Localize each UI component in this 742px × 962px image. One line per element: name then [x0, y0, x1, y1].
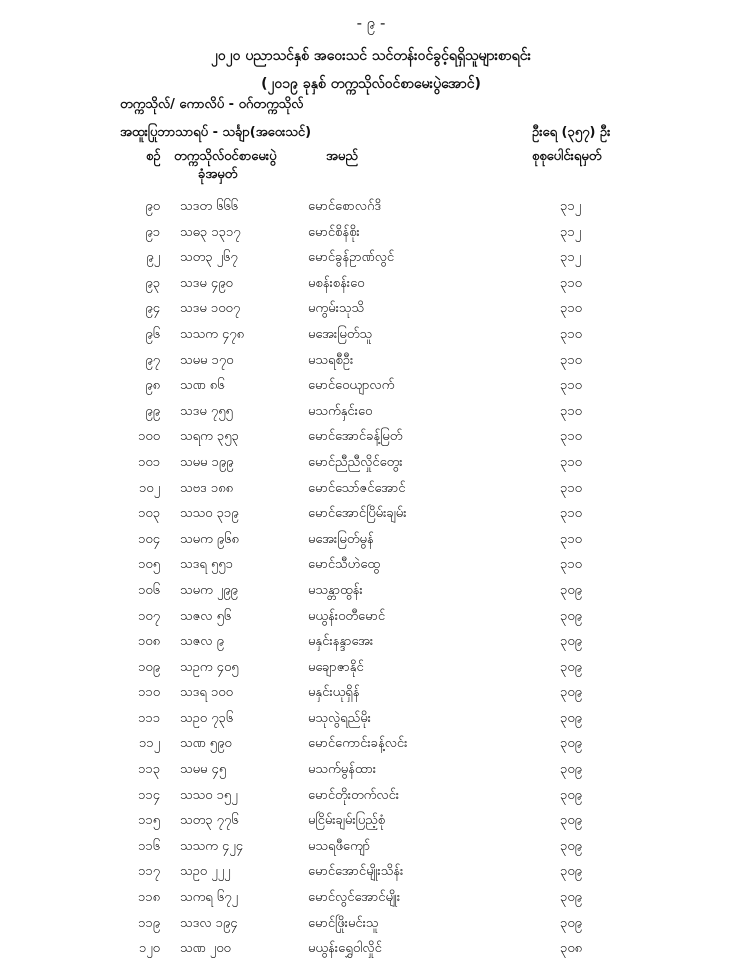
row-number: ၁၀၆ [138, 582, 160, 598]
total-marks: ၃၀၉ [560, 634, 582, 650]
table-row [0, 629, 742, 655]
roll-number: သသဝ ၃၁၉ [180, 506, 239, 522]
roll-number: သမက ၂၉၉ [180, 582, 238, 598]
row-number: ၁၁၈ [137, 890, 160, 906]
roll-number: သဥဝ ၇၃၆ [180, 710, 234, 726]
student-name: မချောဇာနိုင် [308, 659, 364, 675]
row-number: ၁၀၂ [138, 480, 160, 496]
table-row [0, 578, 742, 604]
total-marks: ၃၁၀ [560, 506, 582, 522]
roll-number: သဇလ ၅၆ [180, 608, 232, 624]
table-row [0, 296, 742, 322]
roll-number: သဒရ ၅၅၁ [180, 557, 233, 573]
results-table [0, 194, 742, 962]
row-number: ၁၁၉ [138, 915, 160, 931]
table-row [0, 808, 742, 834]
total-marks: ၃၀၉ [560, 762, 582, 778]
table-row [0, 706, 742, 732]
student-name: မောင်သော်ဇင်အောင် [308, 480, 406, 496]
total-marks: ၃၀၉ [560, 813, 582, 829]
student-name: မောင်ခွန်ဥာဏ်လွင် [308, 250, 395, 266]
document-title: ၂၀၂၀ ပညာသင်နှစ် အဝေးသင် သင်တန်းဝင်ခွင့်ရရှိသူများစာရင်း [210, 48, 532, 64]
student-name: မငြိမ်းချမ်းပြည့်စုံ [308, 813, 386, 829]
student-name: မစန်းစန်းဝေ [308, 275, 365, 291]
row-number: ၁၀၉ [138, 659, 160, 675]
row-number: ၁၀၈ [137, 634, 160, 650]
table-row [0, 757, 742, 783]
student-name: မောင်ကောင်းခန့်လင်း [308, 736, 408, 752]
total-marks: ၃၀၉ [560, 659, 582, 675]
roll-number: သဒမ ၇၅၅ [180, 403, 233, 419]
row-number: ၁၁၅ [138, 813, 160, 829]
page-number: - ၉ - [356, 14, 386, 32]
table-row [0, 220, 742, 246]
column-header-marks: စုစုပေါင်းရမှတ် [532, 149, 602, 164]
row-number: ၉၁ [145, 224, 160, 240]
roll-number: သမမ ၁၉၉ [180, 454, 234, 470]
student-name: မောင်သီဟဲထွေ [308, 557, 380, 573]
student-name: မသက်မွန်ထား [308, 762, 377, 778]
row-number: ၁၀၇ [138, 608, 160, 624]
table-row [0, 245, 742, 271]
table-row [0, 399, 742, 425]
total-marks: ၃၀၉ [560, 915, 582, 931]
major-subject-label: အထူးပြုဘာသာရပ် - သင်္ချာ(အဝေးသင်) [120, 125, 312, 140]
row-number: ၉၄ [145, 301, 160, 317]
total-marks: ၃၀၉ [560, 890, 582, 906]
table-row [0, 834, 742, 860]
table-row [0, 322, 742, 348]
roll-number: သသက ၄၂၄ [180, 838, 244, 854]
student-name: မောင်ဖြိုးမင်းသူ [308, 915, 379, 931]
total-marks: ၃၁၀ [560, 378, 582, 394]
table-row [0, 501, 742, 527]
roll-number: သရက ၃၅၃ [180, 429, 239, 445]
table-row [0, 527, 742, 553]
total-count-label: ဦးရေ (၃၅၇) ဦး [532, 125, 611, 140]
roll-number: သဓ၃ ၁၃၁၇ [180, 224, 241, 240]
roll-number: သဒမ ၄၉၀ [180, 275, 233, 291]
row-number: ၁၁၂ [138, 736, 160, 752]
table-row [0, 859, 742, 885]
row-number: ၉၆ [145, 326, 160, 342]
roll-number: သဏ ၅၉၀ [180, 736, 232, 752]
roll-number: သမမ ၁၇၀ [180, 352, 234, 368]
column-header-roll: တက္ကသိုလ်ဝင်စာမေးပွဲ [174, 149, 277, 164]
student-name: မောင်တိုးတက်လင်း [308, 787, 400, 803]
roll-number: သမမ ၄၅ [180, 762, 227, 778]
row-number: ၁၁၃ [138, 762, 160, 778]
roll-number: သဥက ၄၀၅ [180, 659, 239, 675]
total-marks: ၃၁၂ [560, 224, 582, 240]
total-marks: ၃၁၂ [560, 250, 582, 266]
table-row [0, 373, 742, 399]
roll-number: သတ၃ ၂၆၇ [180, 250, 238, 266]
student-name: မနှင်းယုရှိန် [308, 685, 360, 701]
total-marks: ၃၀၈ [560, 941, 583, 957]
roll-number: သဒရ ၁၀၀ [180, 685, 233, 701]
row-number: ၁၀၅ [138, 557, 160, 573]
document-subtitle: (၂၀၁၉ ခုနှစ် တက္ကသိုလ်ဝင်စာမေးပွဲအောင်) [261, 76, 481, 92]
total-marks: ၃၁၀ [560, 480, 582, 496]
row-number: ၉၈ [145, 378, 160, 394]
total-marks: ၃၁၀ [560, 531, 582, 547]
student-name: မအေးမြတ်မွန် [308, 531, 374, 547]
total-marks: ၃၀၉ [560, 710, 582, 726]
roll-number: သတ၃ ၇၇၆ [180, 813, 239, 829]
student-name: မောင်ဝေယျာလက် [308, 378, 395, 394]
total-marks: ၃၁၀ [560, 275, 582, 291]
roll-number: သဒမ ၁၀၀၇ [180, 301, 241, 317]
table-row [0, 783, 742, 809]
row-number: ၁၁၁ [138, 710, 160, 726]
table-row [0, 911, 742, 937]
column-header-name: အမည် [326, 149, 358, 164]
table-row [0, 552, 742, 578]
student-name: မသန္တာထွန်း [308, 582, 363, 598]
table-row [0, 731, 742, 757]
student-name: မသရစီဦး [308, 352, 354, 368]
row-number: ၁၂၀ [138, 941, 160, 957]
roll-number: သဇလ ၉ [180, 634, 224, 650]
table-row [0, 348, 742, 374]
total-marks: ၃၀၉ [560, 736, 582, 752]
student-name: မသရဖီကျော် [308, 838, 371, 854]
student-name: မယွန်းရွှေဝါလှိုင် [308, 941, 382, 957]
total-marks: ၃၁၀ [560, 326, 582, 342]
row-number: ၁၀၃ [138, 506, 160, 522]
roll-number: သသက ၄၇၈ [180, 326, 245, 342]
student-name: မောင်ညီညီလှိုင်တွေး [308, 454, 403, 470]
total-marks: ၃၁၀ [560, 429, 582, 445]
table-row [0, 194, 742, 220]
total-marks: ၃၀၉ [560, 838, 582, 854]
total-marks: ၃၀၉ [560, 685, 582, 701]
row-number: ၁၀၄ [138, 531, 160, 547]
table-row [0, 680, 742, 706]
total-marks: ၃၁၀ [560, 557, 582, 573]
roll-number: သဥဝ ၂၂၂ [180, 864, 231, 880]
table-row [0, 885, 742, 911]
student-name: မောင်အောင်ပြိမ်းချမ်း [308, 506, 407, 522]
row-number: ၁၁၆ [138, 838, 160, 854]
total-marks: ၃၁၀ [560, 403, 582, 419]
row-number: ၁၀၁ [138, 454, 160, 470]
table-row [0, 450, 742, 476]
student-name: မကွမ်းသုသိ [308, 301, 365, 317]
total-marks: ၃၁၀ [560, 352, 582, 368]
row-number: ၉၀ [145, 199, 160, 214]
row-number: ၁၁၇ [138, 864, 160, 880]
roll-number: သသဝ ၁၅၂ [180, 787, 238, 803]
table-row [0, 476, 742, 502]
total-marks: ၃၀၉ [560, 864, 582, 880]
student-name: မောင်အောင်မျိုးသိန်း [308, 864, 404, 880]
table-row [0, 271, 742, 297]
column-header-no: စဉ် [146, 149, 161, 164]
roll-number: သဒတ ၆၆၆ [180, 199, 239, 214]
table-row [0, 604, 742, 630]
total-marks: ၃၁၀ [560, 301, 582, 317]
university-label: တက္ကသိုလ်/ ကောလိပ် - ဝဂ်တက္ကသိုလ် [120, 97, 304, 112]
row-number: ၉၂ [146, 250, 160, 266]
total-marks: ၃၀၉ [560, 608, 582, 624]
total-marks: ၃၀၉ [560, 787, 582, 803]
roll-number: သဒလ ၁၉၄ [180, 915, 238, 931]
row-number: ၉၇ [145, 352, 160, 368]
row-number: ၉၉ [145, 403, 160, 419]
row-number: ၁၁၄ [138, 787, 160, 803]
student-name: မောင်အောင်ခန့်မြတ် [308, 429, 403, 445]
total-marks: ၃၁၀ [560, 454, 582, 470]
roll-number: သဏ ၂၀၀ [180, 941, 231, 957]
table-row [0, 655, 742, 681]
student-name: မောင်လွင်အောင်မျိုး [308, 890, 401, 906]
student-name: မောင်စောလဂ်ဒိ [308, 199, 382, 214]
row-number: ၉၃ [145, 275, 160, 291]
roll-number: သကရ ၆၇၂ [180, 890, 238, 906]
roll-number: သဗဒ ၁၈၈ [180, 480, 234, 496]
student-name: မနှင်းနန္ဒာအေး [308, 634, 374, 650]
roll-number: သမက ၉၆၈ [180, 531, 239, 547]
student-name: မသက်နှင်းဝေ [308, 403, 373, 419]
student-name: မသုလွဲရည်မိုး [308, 710, 371, 726]
table-row [0, 424, 742, 450]
table-row [0, 936, 742, 962]
student-name: မောင်စိန်စိုး [308, 224, 360, 240]
total-marks: ၃၀၉ [560, 582, 582, 598]
roll-number: သဏ ၈၆ [180, 378, 225, 394]
row-number: ၁၁၀ [138, 685, 160, 701]
total-marks: ၃၁၂ [560, 199, 582, 214]
student-name: မယွန်းဝတီမောင် [308, 608, 386, 624]
row-number: ၁၀၀ [138, 429, 160, 445]
column-header-roll-line2: ခုံအမှတ် [198, 167, 238, 182]
student-name: မအေးမြတ်သူ [308, 326, 373, 342]
